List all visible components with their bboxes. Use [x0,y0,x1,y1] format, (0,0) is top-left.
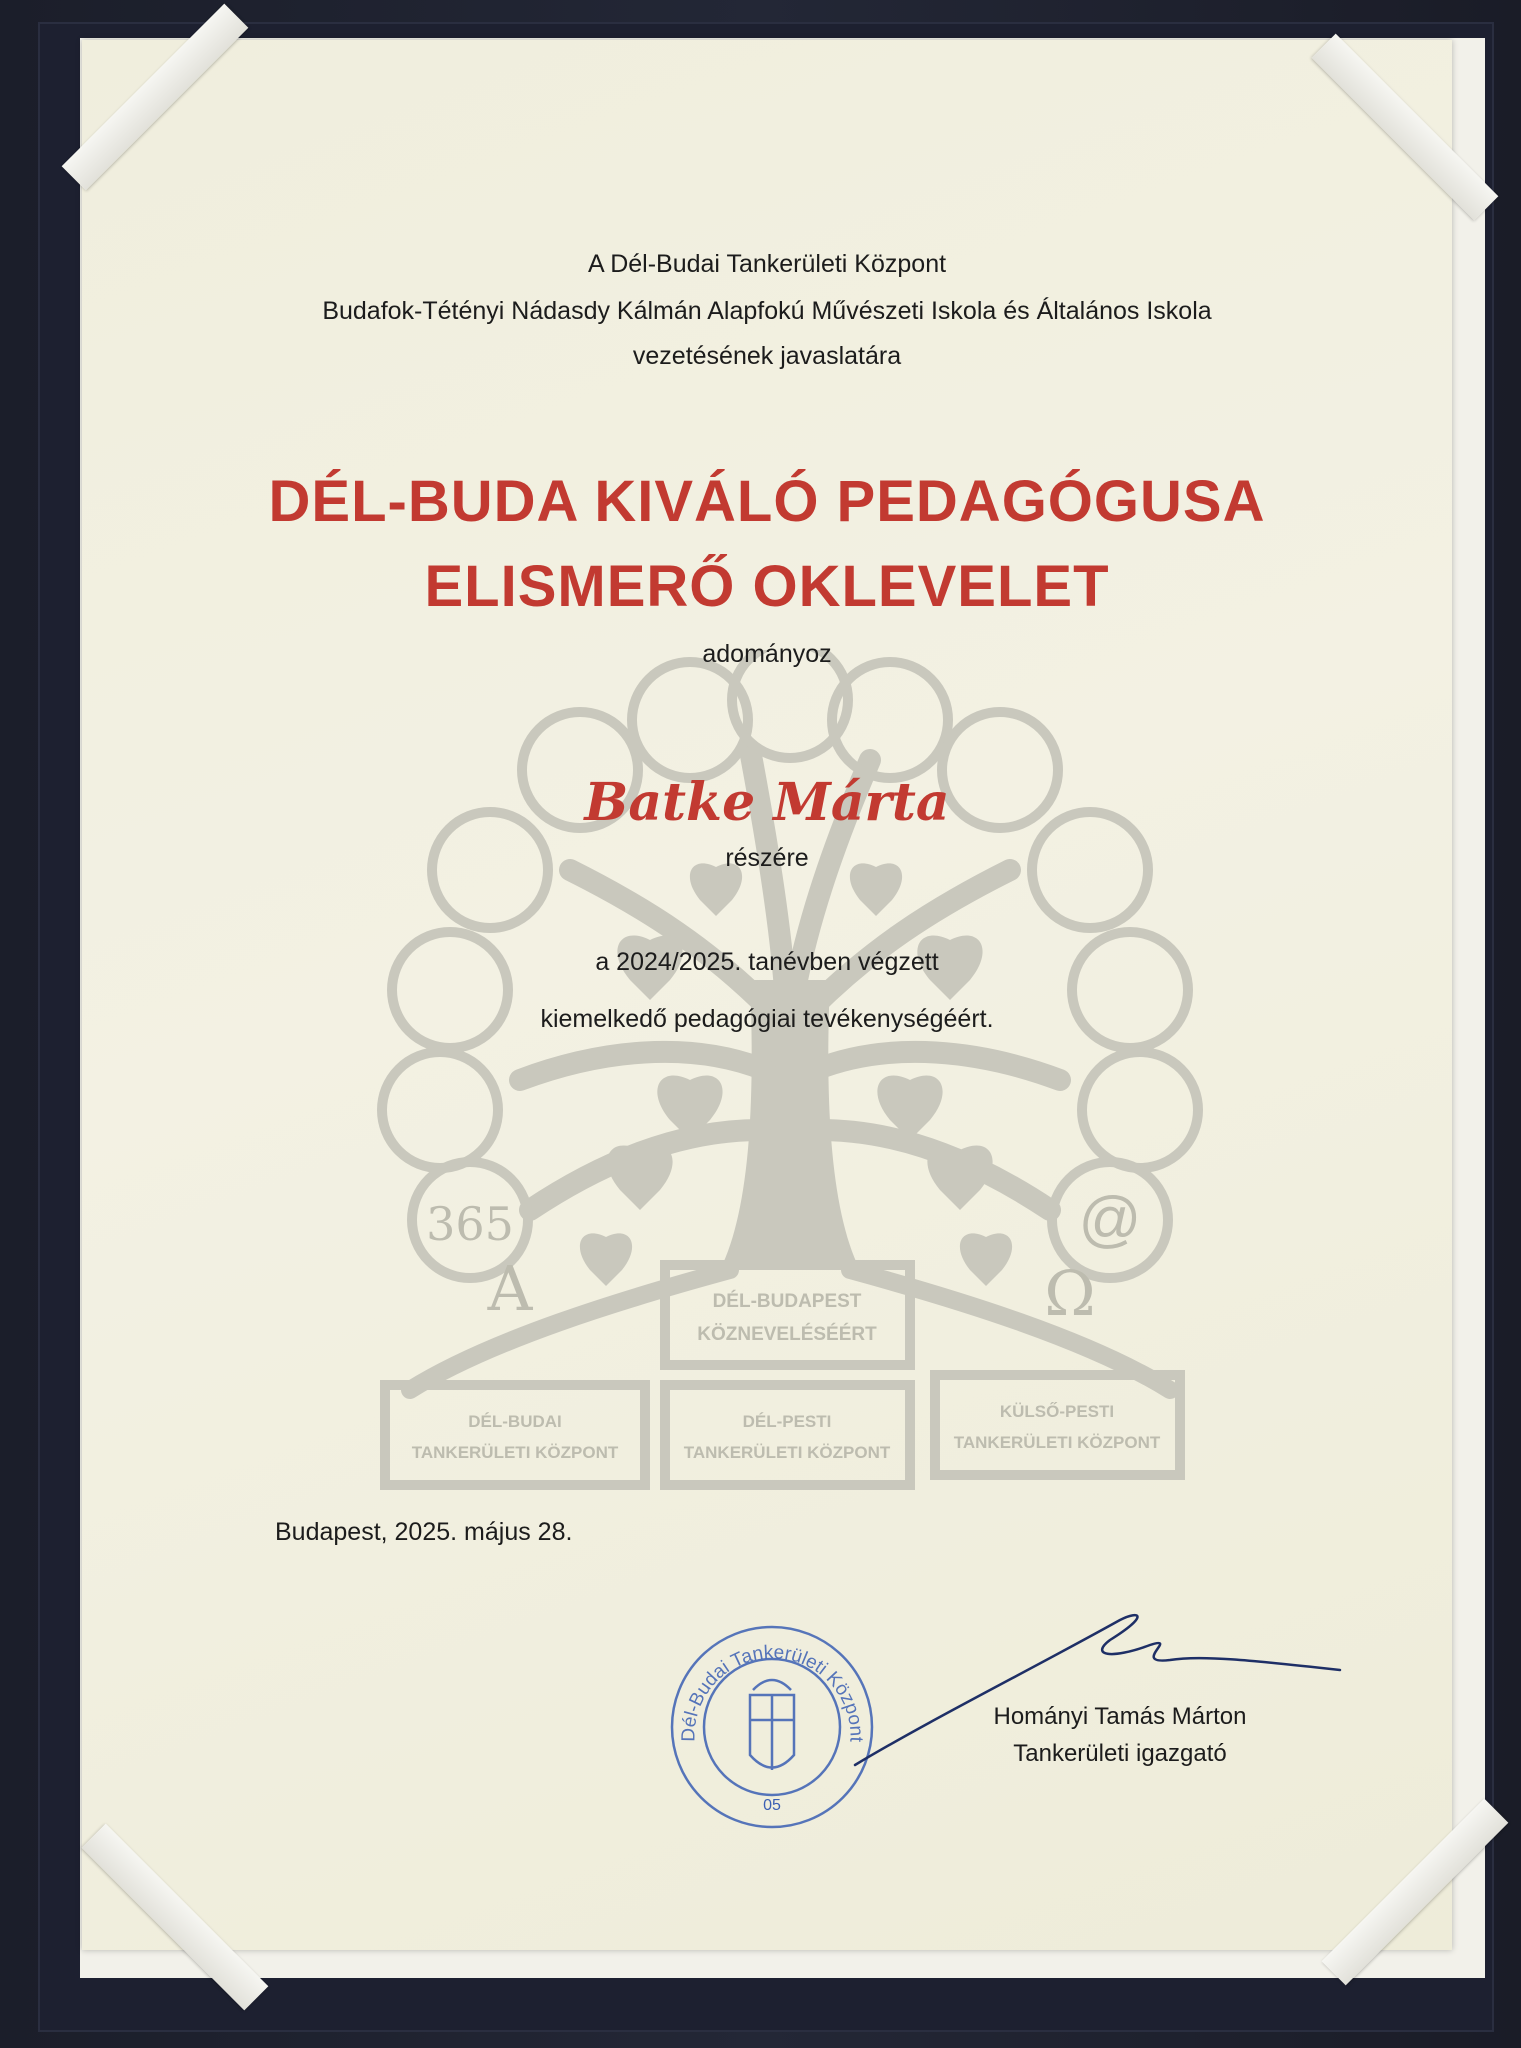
emblem-root-1-line2: TANKERÜLETI KÖZPONT [411,1443,619,1462]
stamp-text: Dél-Budai Tankerületi Központ [678,1642,867,1743]
recipient-name: Batke Márta [584,772,950,833]
omega-icon: Ω [1044,1257,1096,1330]
signatory-name: Hományi Tamás Márton [993,1703,1247,1730]
emblem-root-2-line1: DÉL-PESTI [742,1412,832,1431]
emblem-trunk-label-2: KÖZNEVELÉSÉÉRT [697,1324,877,1345]
emblem-root-1-line1: DÉL-BUDAI [468,1412,562,1431]
citation-line-2: kiemelkedő pedagógiai tevékenységéért. [540,1005,994,1033]
emblem-root-3-line1: KÜLSŐ-PESTI [999,1402,1115,1421]
alpha-icon: A [487,1252,533,1325]
emblem-root-2-line2: TANKERÜLETI KÖZPONT [683,1443,891,1462]
icon-365: 365 [426,1197,514,1251]
award-verb: adományoz [702,640,832,668]
title-line-1: DÉL-BUDA KIVÁLÓ PEDAGÓGUSA [268,469,1266,534]
stamp-number: 05 [763,1797,781,1814]
place-and-date: Budapest, 2025. május 28. [275,1518,573,1546]
signatory-role: Tankerületi igazgató [1013,1740,1227,1767]
official-stamp [665,1620,880,1835]
header-line-3: vezetésének javaslatára [632,342,902,370]
emblem-trunk-label-1: DÉL-BUDAPEST [712,1291,862,1312]
emblem-root-3-line2: TANKERÜLETI KÖZPONT [953,1433,1161,1452]
at-sign-icon: @ [1078,1185,1142,1254]
recipient-suffix: részére [725,844,809,872]
header-line-2: Budafok-Tétényi Nádasdy Kálmán Alapfokú Művészeti Iskola és Általános Iskola [322,297,1212,325]
citation-line-1: a 2024/2025. tanévben végzett [595,948,939,976]
header-line-1: A Dél-Budai Tankerületi Központ [587,250,947,278]
title-line-2: ELISMERŐ OKLEVELET [424,554,1110,619]
